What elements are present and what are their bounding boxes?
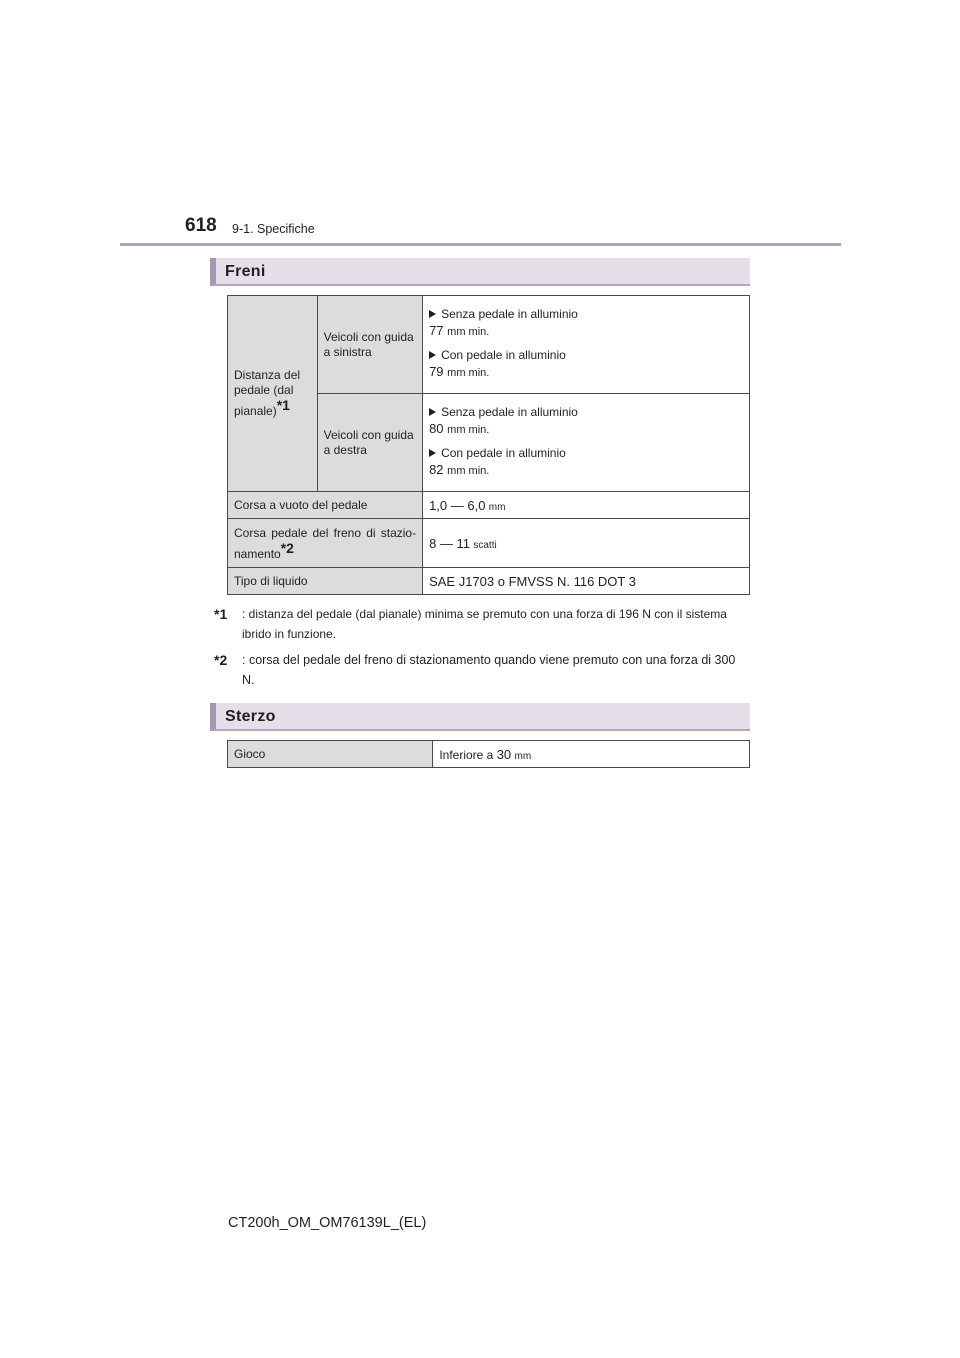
rhd-label: Veicoli con guida a destra (323, 427, 414, 457)
table-row (228, 519, 750, 568)
rhd-opt1: Senza pedale in alluminio (441, 404, 578, 419)
page-number: 618 (185, 215, 217, 236)
header-rule (120, 243, 841, 246)
table-row (228, 296, 750, 394)
corsa-stazio-label-cell (228, 519, 423, 568)
section-heading-sterzo: Sterzo (210, 703, 750, 731)
lhd-opt1: Senza pedale in alluminio (441, 306, 578, 321)
document-code: CT200h_OM_OM76139L_(EL) (228, 1215, 427, 1231)
lhd-label-cell (317, 296, 422, 394)
rhd-val2-num: 82 (429, 461, 444, 477)
corsa-stazio-label-line2: namento (234, 546, 281, 561)
lhd-val2-unit: mm min. (447, 366, 490, 379)
footnote-text: : distanza del pedale (dal pianale) minima se premuto con una forza di 196 N con il sistema ibrido in funzione. (242, 607, 727, 641)
freni-table (227, 295, 750, 595)
corsa-stazio-value: 8 — 11 scatti (423, 519, 750, 568)
corsa-vuoto-value: 1,0 — 6,0 mm (423, 492, 750, 519)
sterzo-table (227, 740, 750, 768)
gioco-value: Inferiore a 30 mm (433, 741, 750, 768)
triangle-bullet-icon (429, 351, 436, 359)
section-label: 9-1. Specifiche (232, 222, 315, 236)
footnote-1 (214, 604, 748, 644)
lhd-val1-num: 77 (429, 322, 444, 338)
rhd-val1-unit: mm min. (447, 423, 490, 436)
lhd-val1-unit: mm min. (447, 325, 490, 338)
triangle-bullet-icon (429, 449, 436, 457)
corsa-stazio-label-line1: Corsa pedale del freno di stazio- (234, 525, 417, 540)
section-heading-freni: Freni (210, 258, 750, 286)
rhd-val2-unit: mm min. (447, 464, 490, 477)
footnote-ref: *2 (280, 539, 294, 556)
footnote-text: : corsa del pedale del freno di stazionamento quando viene premuto con una forza di 300 N. (242, 653, 736, 687)
lhd-value-cell (423, 296, 750, 394)
lhd-label: Veicoli con guida a sinistra (323, 329, 414, 359)
distanza-cell (228, 296, 318, 492)
triangle-bullet-icon (429, 310, 436, 318)
liquido-value: SAE J1703 o FMVSS N. 116 DOT 3 (423, 568, 750, 595)
table-row (228, 492, 750, 519)
rhd-value-cell (423, 394, 750, 492)
footnote-2 (214, 650, 748, 690)
triangle-bullet-icon (429, 408, 436, 416)
table-row (228, 741, 750, 768)
rhd-val1-num: 80 (429, 420, 444, 436)
rhd-label-cell (317, 394, 422, 492)
table-row (228, 568, 750, 595)
lhd-val2-num: 79 (429, 363, 444, 379)
corsa-vuoto-label: Corsa a vuoto del pedale (228, 492, 423, 519)
lhd-opt2: Con pedale in alluminio (441, 347, 566, 362)
distanza-label: Distanza del pedale (dal pianale) (234, 368, 301, 418)
footnote-ref: *1 (276, 397, 290, 413)
gioco-label: Gioco (228, 741, 433, 768)
liquido-label: Tipo di liquido (228, 568, 423, 595)
rhd-opt2: Con pedale in alluminio (441, 445, 566, 460)
footnote-mark: *1 (214, 606, 228, 622)
footnote-mark: *2 (214, 652, 228, 668)
